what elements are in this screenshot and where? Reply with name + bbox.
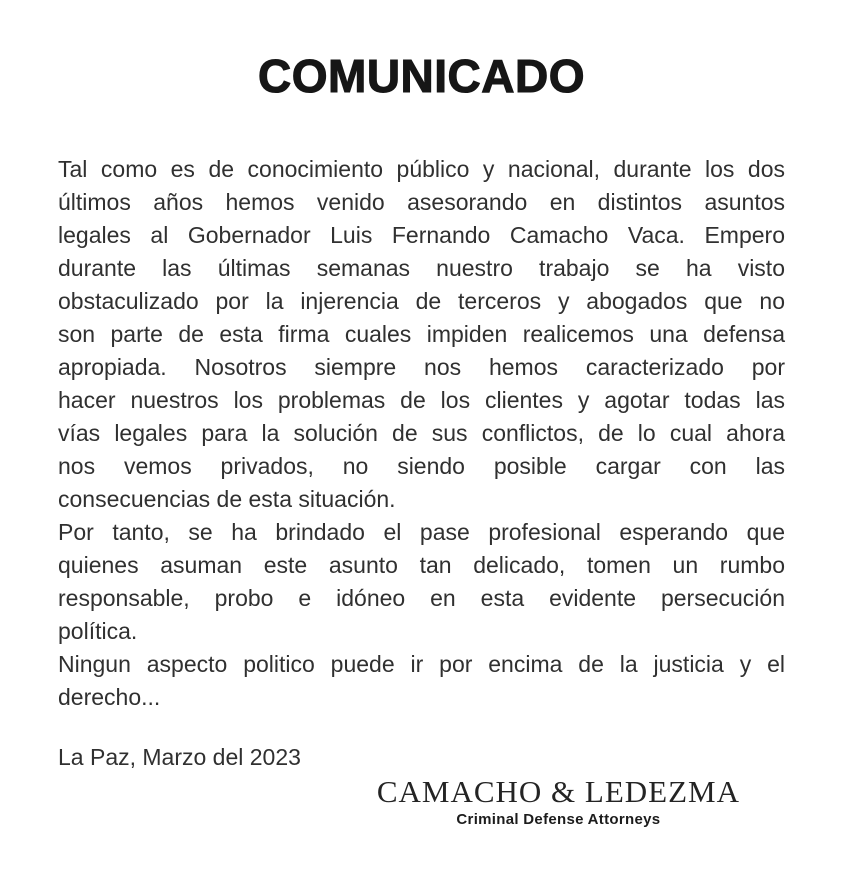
body-line: consecuencias de esta situación. <box>58 486 396 512</box>
body-line: son parte de esta firma cuales impiden realicemos una defensa <box>58 321 785 347</box>
body-line: legales al Gobernador Luis Fernando Camacho Vaca. Empero <box>58 222 785 248</box>
body-line: quienes asuman este asunto tan delicado, tomen un rumbo <box>58 552 785 578</box>
body-line: política. <box>58 618 138 644</box>
body-line: derecho... <box>58 684 161 710</box>
communique-page <box>0 52 843 895</box>
firm-name: CAMACHO & LEDEZMA <box>376 774 740 809</box>
body-line: últimos años hemos venido asesorando en distintos asuntos <box>58 189 785 215</box>
body-line: apropiada. Nosotros siempre nos hemos caracterizado por <box>58 354 785 380</box>
paragraph <box>58 648 785 714</box>
dateline: La Paz, Marzo del 2023 <box>58 744 301 770</box>
body-line: Ningun aspecto politico puede ir por encima de la justicia y el <box>58 651 785 677</box>
body-line: vías legales para la solución de sus conflictos, de lo cual ahora <box>58 420 785 446</box>
paragraph <box>58 153 785 516</box>
body-line: Por tanto, se ha brindado el pase profesional esperando que <box>58 519 785 545</box>
body-line: Tal como es de conocimiento público y nacional, durante los dos <box>58 156 785 182</box>
page-title: COMUNICADO <box>258 50 585 102</box>
communique-body <box>58 153 785 714</box>
body-line: obstaculizado por la injerencia de terceros y abogados que no <box>58 288 785 314</box>
body-line: responsable, probo e idóneo en esta evidente persecución <box>58 585 785 611</box>
firm-letterhead <box>377 775 740 828</box>
body-line: durante las últimas semanas nuestro trabajo se ha visto <box>58 255 785 281</box>
body-line: hacer nuestros los problemas de los clientes y agotar todas las <box>58 387 785 413</box>
body-line: nos vemos privados, no siendo posible cargar con las <box>58 453 785 479</box>
firm-tagline: Criminal Defense Attorneys <box>456 811 661 828</box>
paragraph <box>58 516 785 648</box>
